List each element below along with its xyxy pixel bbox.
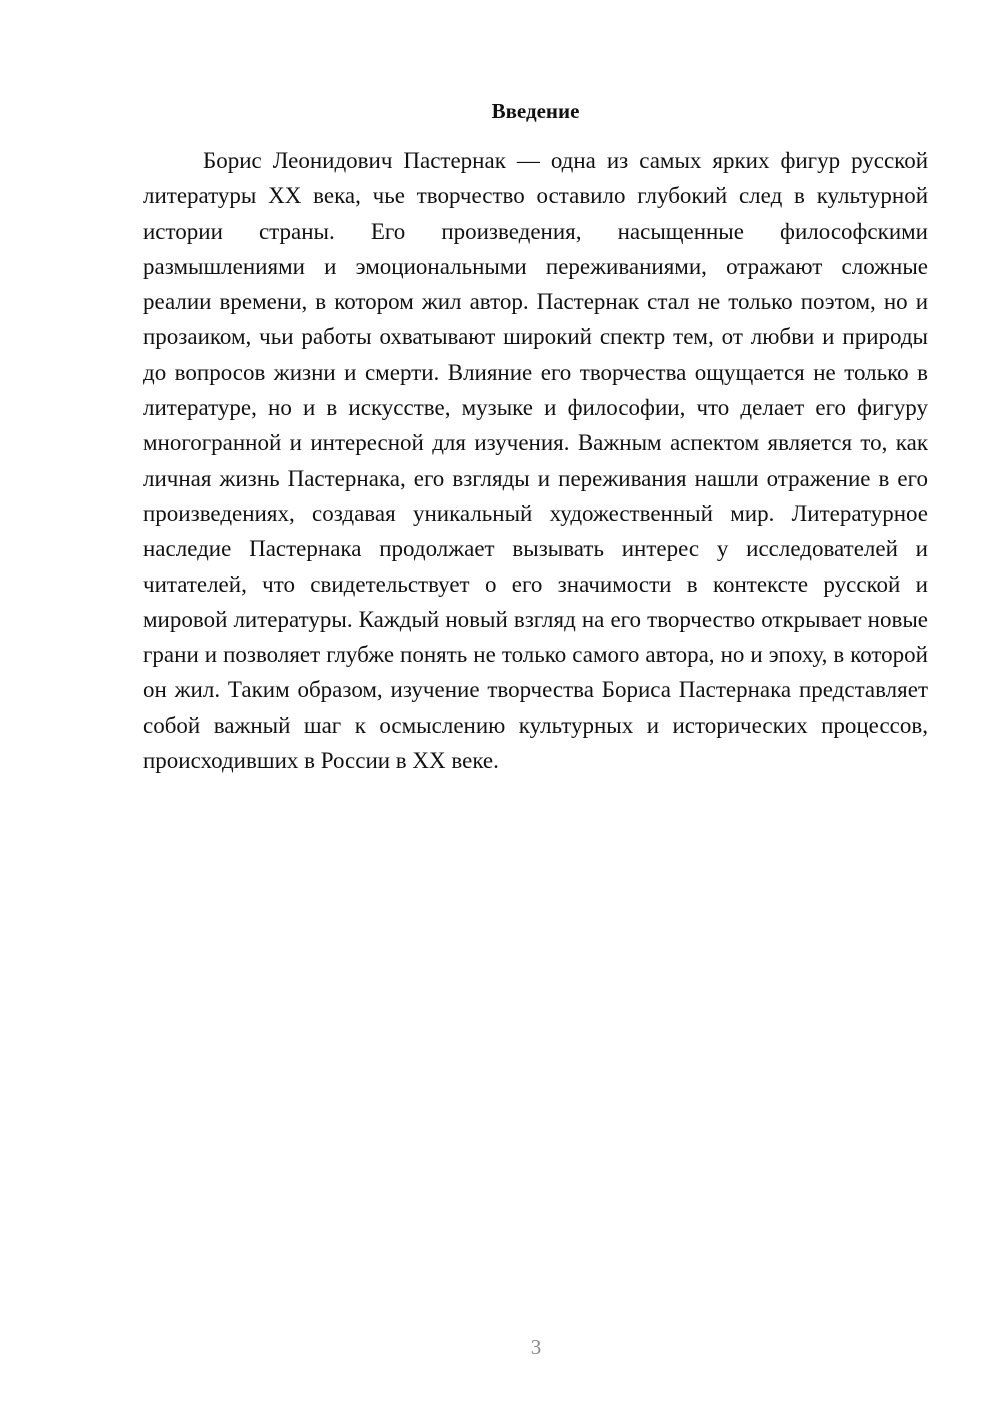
section-heading: Введение: [491, 99, 580, 123]
page-number: 3: [530, 1335, 542, 1359]
body-paragraph: Борис Леонидович Пастернак — одна из самых ярких фигур русской литературы XX века, чье творчество оставило глубокий след в культурной истории страны. Его произведения, насыщенные философскими размышлениями и эмоциональными переживаниями, отражают сложные реалии времени, в котором жил автор. Пастернак стал не только поэтом, но и прозаиком, чьи работы охватывают широкий спектр тем, от любви и природы до вопросов жизни и смерти. Влияние его творчества ощущается не только в литературе, но и в искусстве, музыке и философии, что делает его фигуру многогранной и интересной для изучения. Важным аспектом является то, как личная жизнь Пастернака, его взгляды и переживания нашли отражение в его произведениях, создавая уникальный художественный мир. Литературное наследие Пастернака продолжает вызывать интерес у исследователей и читателей, что свидетельствует о его значимости в контексте русской и мировой литературы. Каждый новый взгляд на его творчество открывает новые грани и позволяет глубже понять не только самого автора, но и эпоху, в которой он жил. Таким образом, изучение творчества Бориса Пастернака представляет собой важный шаг к осмыслению культурных и исторических процессов, происходивших в России в XX веке.: [143, 148, 928, 774]
